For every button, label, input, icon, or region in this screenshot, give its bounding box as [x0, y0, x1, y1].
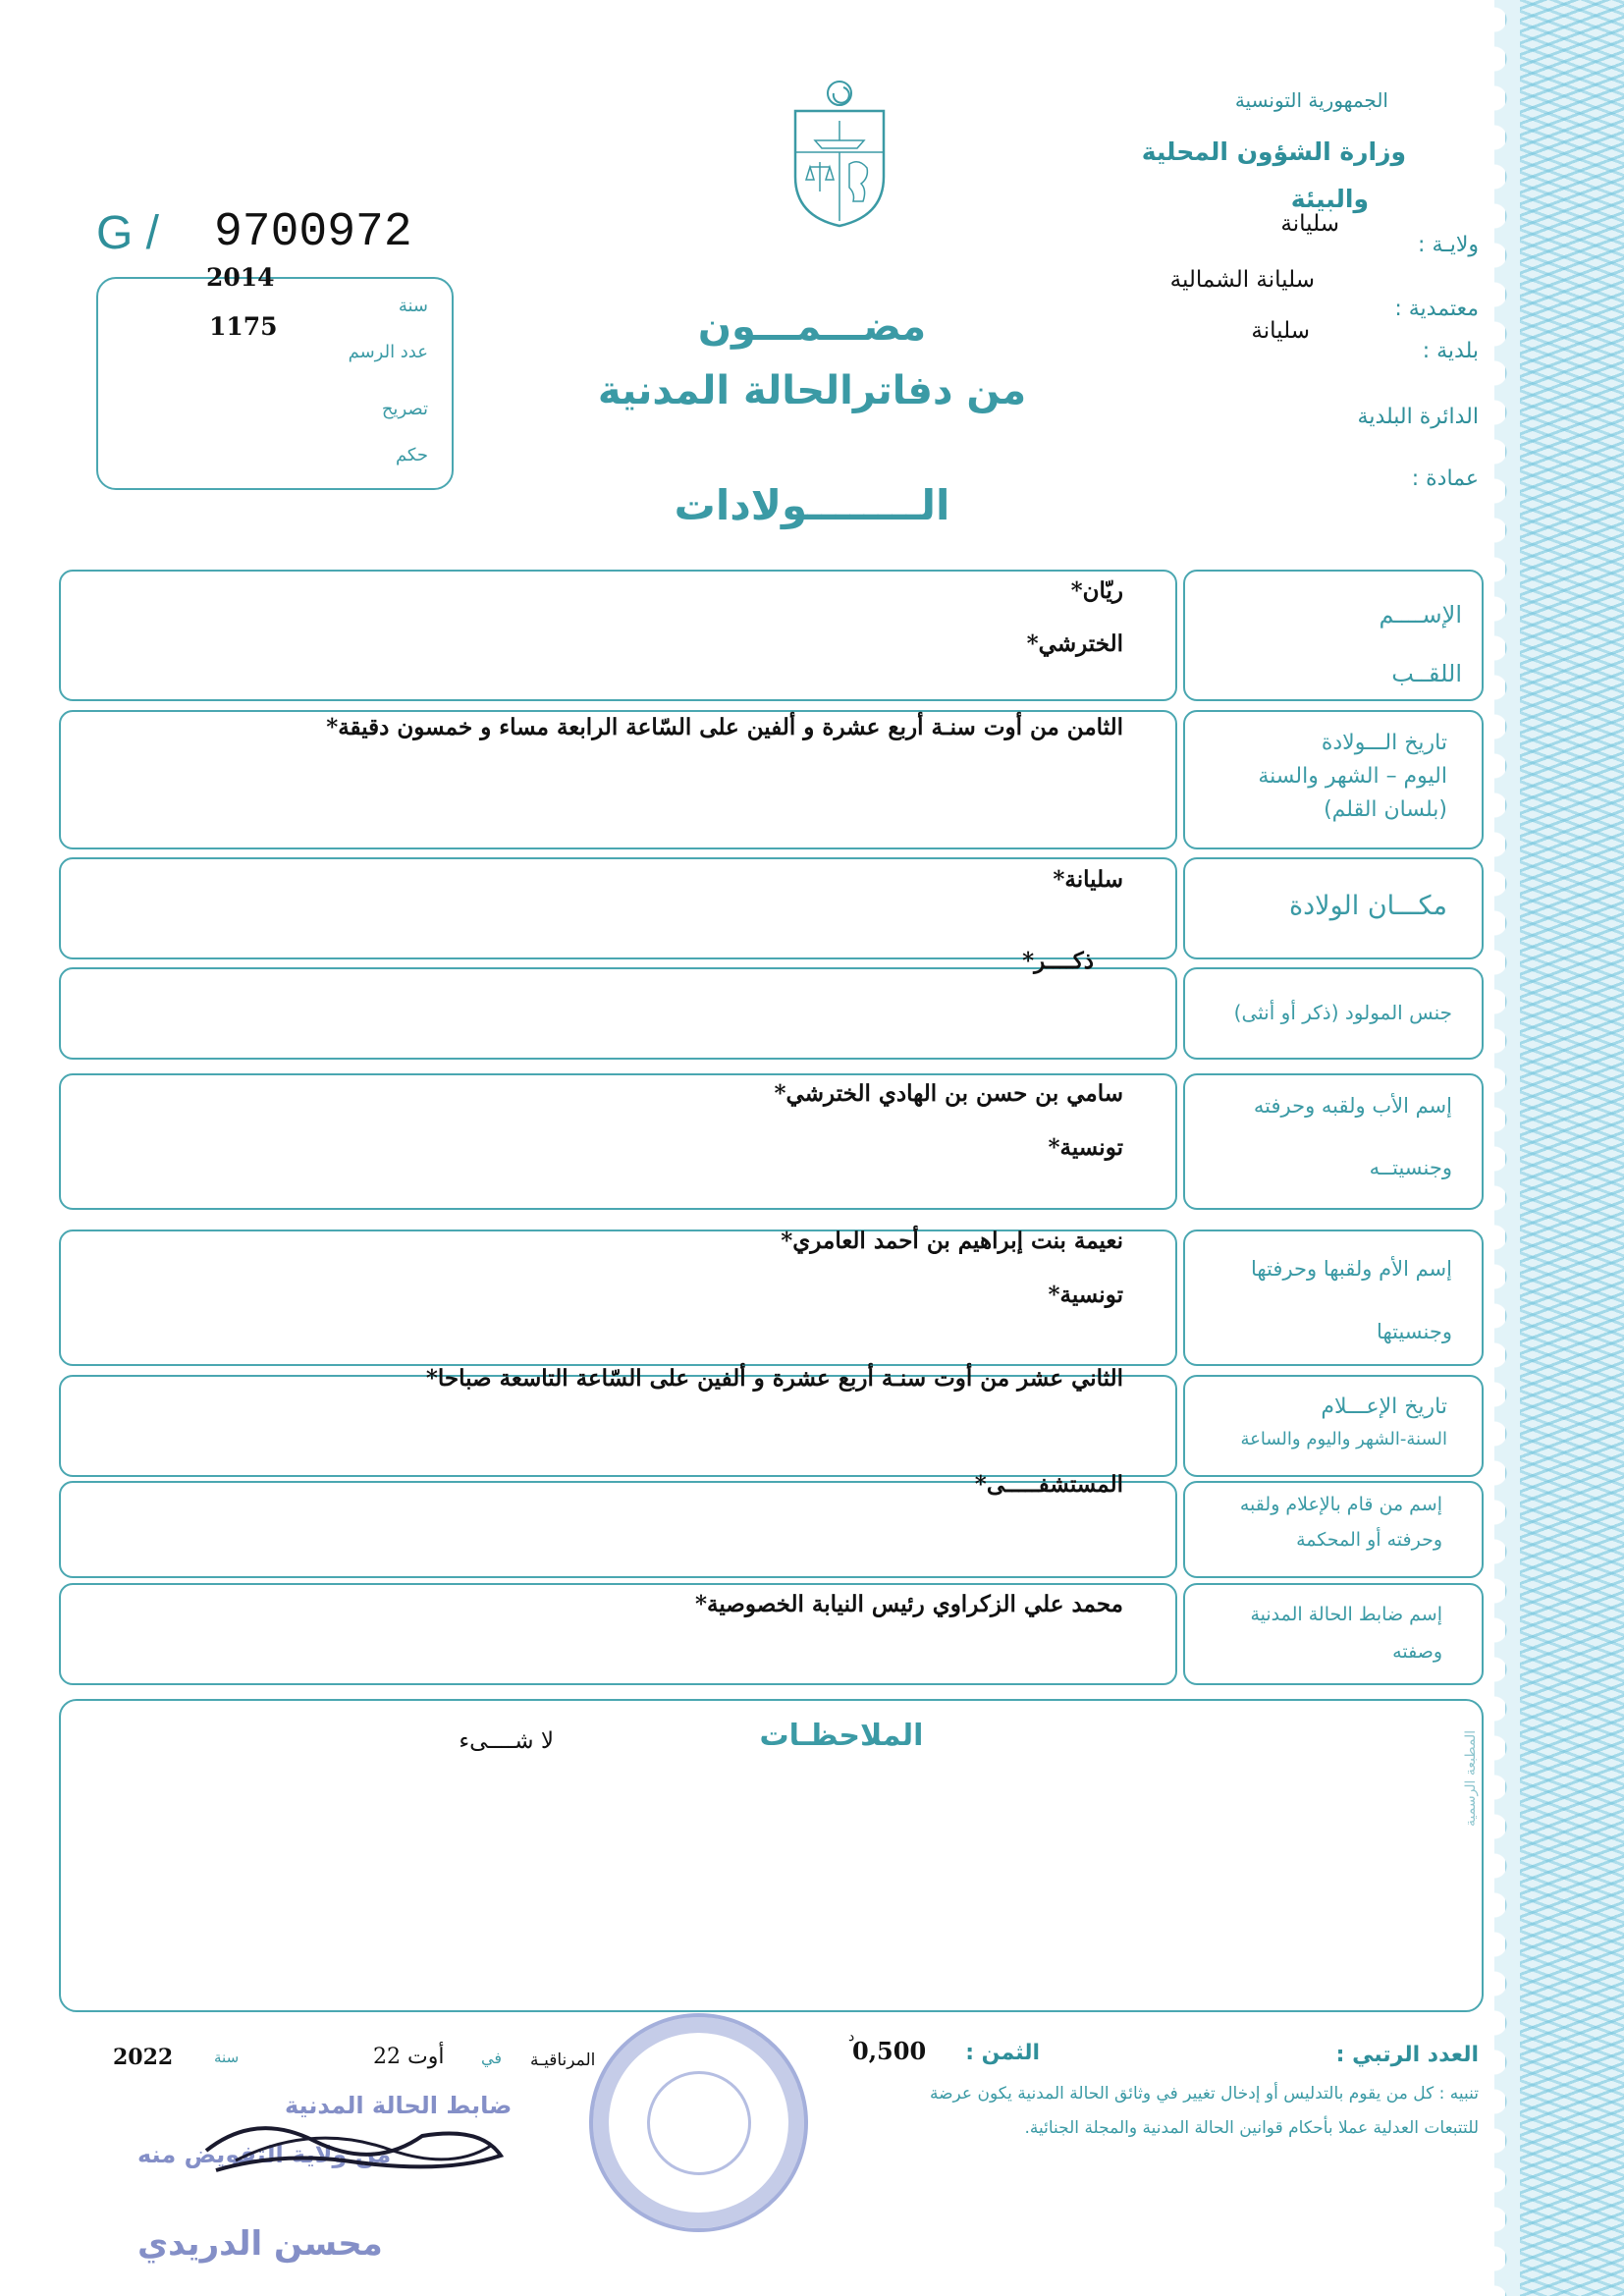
declaration-date-value: الثاني عشر من أوت سنـة أربع عشرة و ألفين على السّاعة التاسعة صباحا*: [425, 1365, 1123, 1392]
row-sex-value-box: [59, 967, 1177, 1060]
officer-label: إسم ضابط الحالة المدنية: [1250, 1604, 1442, 1625]
baladia-value: سليانة: [1251, 318, 1310, 344]
first-name-value: ريّان*: [1070, 577, 1123, 604]
printer-mark: المطبعة الرسمية: [1463, 1729, 1479, 1827]
surname-label: اللقــب: [1391, 660, 1462, 687]
notes-value: لا شــــىء: [459, 1728, 554, 1754]
issue-year: 2022: [113, 2045, 174, 2070]
father-nationality-label: وجنسيتــه: [1369, 1156, 1452, 1179]
price-unit: د: [848, 2029, 855, 2045]
declaration-date-sublabel: السنة-الشهر واليوم والساعة: [1240, 1429, 1447, 1449]
declarant-sublabel: وحرفته أو المحكمة: [1296, 1529, 1442, 1551]
official-seal-icon: [589, 2013, 808, 2232]
republic-title: الجمهورية التونسية: [1234, 88, 1388, 112]
issue-fi: في: [481, 2049, 502, 2067]
issue-year-label: سنة: [214, 2049, 240, 2066]
price-value: 0,500: [852, 2037, 927, 2065]
birthdate-value: الثامن من أوت سنـة أربع عشرة و ألفين على السّاعة الرابعة مساء و خمسون دقيقة*: [326, 714, 1123, 740]
record-year-label: سنة: [398, 296, 428, 316]
record-number-label: عدد الرسم: [348, 342, 428, 362]
warning-line1: تنبيه : كل من يقوم بالتدليس أو إدخال تغيير في وثائق الحالة المدنية يكون عرضة: [930, 2084, 1479, 2104]
record-number: 1175: [209, 312, 278, 341]
surname-value: الخترشي*: [1026, 630, 1123, 657]
wilaya-label: ولايـة :: [1418, 233, 1479, 257]
row-declaration-date-label-box: [1183, 1375, 1484, 1477]
baladia-label: بلدية :: [1422, 339, 1479, 363]
tunisia-emblem-icon: [781, 74, 898, 231]
warning-line2: للتتبعات العدلية عملا بأحكام قوانين الحالة المدنية والمجلة الجنائية.: [1024, 2118, 1479, 2138]
sex-value: ذكــــر*: [1022, 948, 1094, 974]
notes-label: الملاحظـات: [759, 1719, 924, 1753]
birthdate-label: تاريخ الـــولادة: [1321, 731, 1447, 755]
price-label: الثمن :: [965, 2041, 1040, 2065]
sex-label: جنس المولود (ذكر أو أنثى): [1233, 1001, 1452, 1024]
row-officer-label-box: [1183, 1583, 1484, 1685]
serial-order-label: العدد الرتبي :: [1335, 2043, 1479, 2067]
ministry-title: وزارة الشؤون المحلية: [1141, 137, 1406, 166]
row-name-value-box: [59, 570, 1177, 701]
birthplace-value: سليانة*: [1053, 866, 1123, 893]
officer-sublabel: وصفته: [1392, 1641, 1442, 1663]
row-birthplace-value-box: [59, 857, 1177, 959]
birthdate-sublabel-pen: (بلسان القلم): [1324, 797, 1447, 822]
record-year: 2014: [206, 263, 275, 292]
daira-label: الدائرة البلدية: [1357, 405, 1479, 429]
father-label: إسم الأب ولقبه وحرفته: [1253, 1094, 1452, 1118]
wilaya-value: سليانة: [1280, 211, 1339, 237]
signature-stamp-title: ضابط الحالة المدنية: [285, 2092, 513, 2119]
document-subtitle: من دفاترالحالة المدنية: [597, 368, 1027, 413]
mother-value: نعيمة بنت إبراهيم بن أحمد العامري*: [781, 1228, 1123, 1254]
father-value: سامي بن حسن بن الهادي الخترشي*: [774, 1080, 1123, 1107]
birthplace-label: مكـــان الولادة: [1289, 891, 1447, 921]
signature-stamp-name: محسن الدريدي: [137, 2224, 383, 2264]
motamadia-value: سليانة الشمالية: [1169, 267, 1315, 293]
judgment-label: حكم: [395, 445, 428, 465]
document-title: مضـــمـــون: [697, 304, 927, 350]
declarant-value: المستشفـــــى*: [974, 1471, 1123, 1498]
serial-prefix: G /: [96, 207, 160, 259]
issue-date: 22 أوت: [373, 2045, 445, 2069]
motamadia-label: معتمدية :: [1394, 297, 1479, 321]
signature-stamp-delegation: من ولاية التفويض منه: [137, 2141, 392, 2168]
ministry-title-line2: والبيئة: [1290, 185, 1369, 213]
declaration-label: تصريح: [381, 399, 428, 419]
birthdate-sublabel: اليوم – الشهر والسنة: [1258, 764, 1447, 789]
first-name-label: الإســــم: [1379, 601, 1462, 629]
declaration-date-label: تاريخ الإعـــلام: [1321, 1394, 1447, 1419]
officer-value: محمد علي الزكراوي رئيس النيابة الخصوصية*: [694, 1591, 1123, 1617]
mother-nationality-value: تونسية*: [1048, 1282, 1123, 1308]
births-title: الــــــــولادات: [674, 481, 950, 529]
mother-nationality-label: وجنسيتها: [1377, 1320, 1452, 1343]
declarant-label: إسم من قام بالإعلام ولقبه: [1239, 1494, 1442, 1515]
mother-label: إسم الأم ولقبها وحرفتها: [1251, 1257, 1452, 1281]
omada-label: عمادة :: [1411, 466, 1479, 491]
issue-place: المرناقيـة: [530, 2050, 596, 2070]
handwritten-signature-icon: [196, 2102, 511, 2190]
father-nationality-value: تونسية*: [1048, 1134, 1123, 1161]
serial-number: 9700972: [214, 206, 412, 259]
